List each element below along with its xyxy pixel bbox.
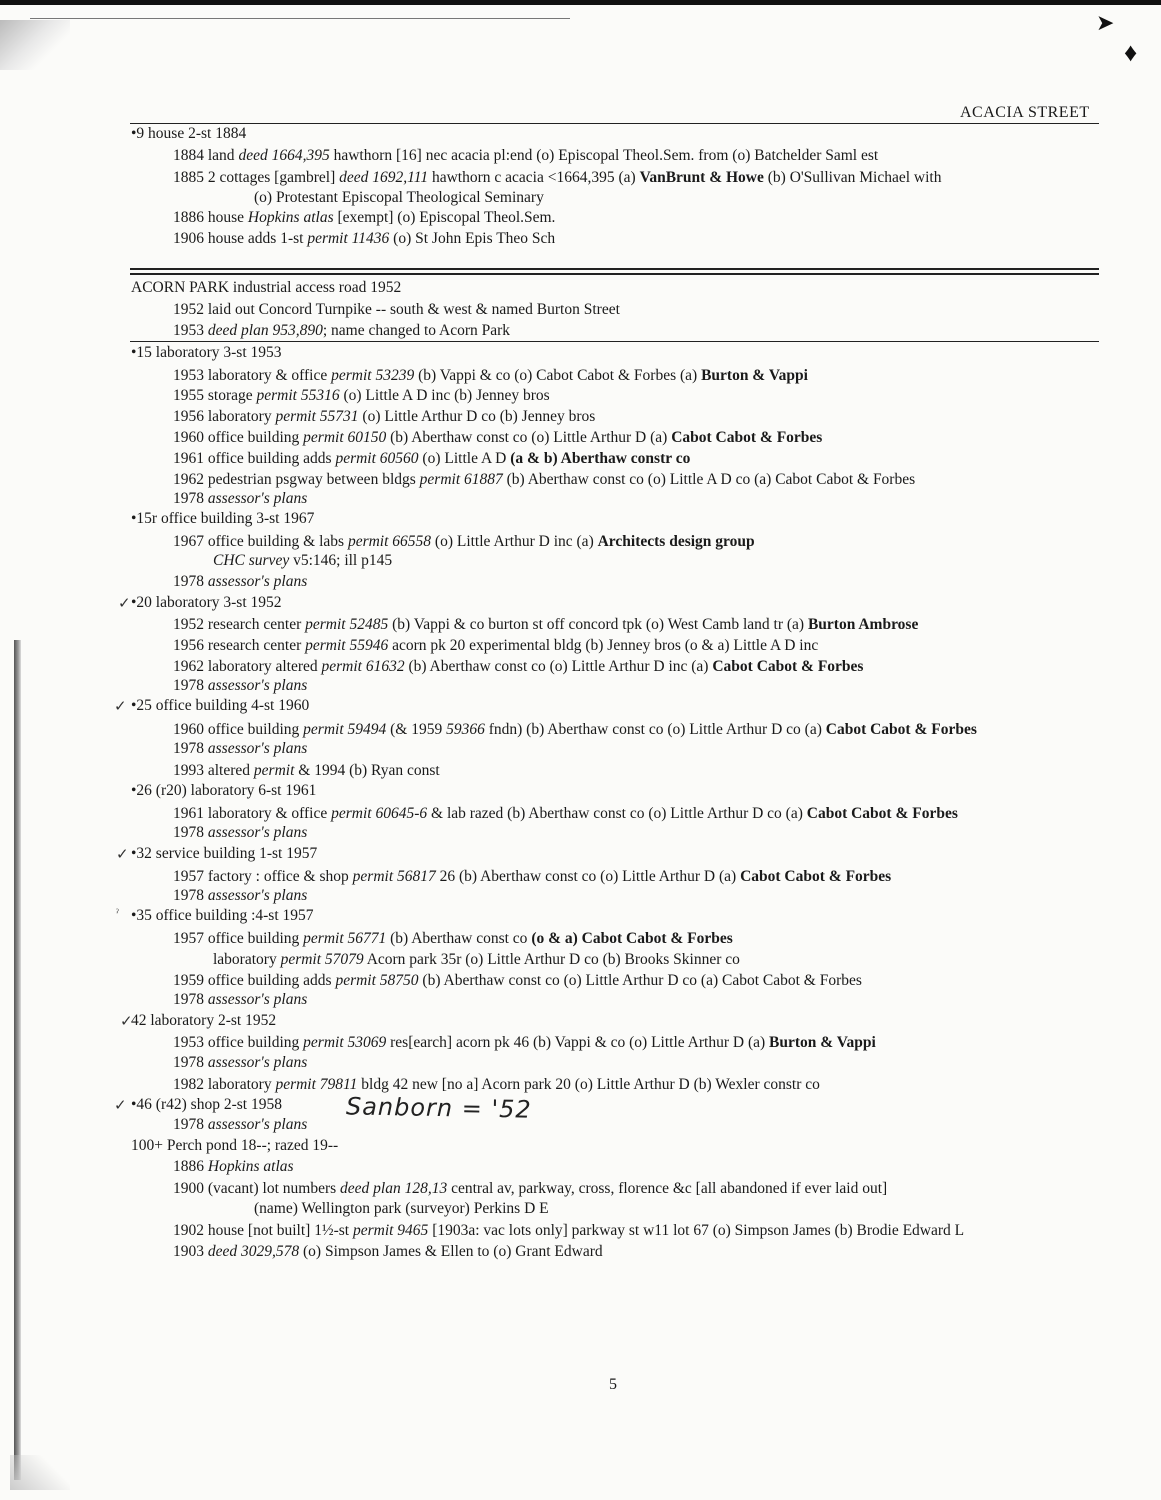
entry-text: 1885 2 cottages [gambrel] [173, 169, 340, 186]
citation-text: Hopkins atlas [207, 1158, 294, 1175]
entry-text: 1957 factory : office & shop [173, 868, 353, 885]
entry-text: •9 house 2-st 1884 [131, 125, 247, 142]
checkmark-icon: ✓ [114, 699, 127, 715]
entry-line [173, 637, 818, 655]
architect-name: Cabot Cabot & Forbes [712, 658, 864, 675]
entry-text: (o) Protestant Episcopal Theological Seminary [254, 189, 544, 206]
entry-text: (b) Aberthaw const co (o) Little Arthur D co (a) Cabot Cabot & Forbes [418, 972, 862, 989]
citation-text: assessor's plans [207, 490, 308, 507]
entry-text: (o) Little A D [418, 450, 511, 467]
entry-line [173, 450, 690, 468]
entry-line [173, 429, 822, 447]
entry-text: 1982 laboratory [173, 1076, 276, 1093]
entry-text: 1953 office building [173, 1034, 304, 1051]
entry-text: (b) Vappi & co (o) Cabot Cabot & Forbes (a) [414, 367, 702, 384]
citation-text: CHC survey [213, 552, 290, 569]
entry-text: 1961 laboratory & office [173, 805, 332, 822]
entry-text: 100+ Perch pond 18--; razed 19-- [131, 1137, 339, 1154]
scan-border-top [0, 0, 1161, 5]
citation-text: deed plan 953,890 [207, 322, 323, 339]
entry-line [173, 762, 440, 780]
entry-text: bldg 42 new [no a] Acorn park 20 (o) Little Arthur D (b) Wexler constr co [357, 1076, 820, 1093]
architect-name: Cabot Cabot & Forbes [806, 805, 958, 822]
entry-text: 1955 storage [173, 387, 257, 404]
entry-line [173, 230, 555, 248]
header-rule [130, 123, 1099, 124]
entry-heading [131, 782, 316, 800]
entry-line [173, 169, 941, 187]
entry-line [173, 991, 307, 1009]
entry-line [173, 721, 977, 739]
entry-text: 1884 land [173, 147, 239, 164]
entry-text: ACORN PARK industrial access road 1952 [131, 279, 402, 296]
entry-text: hawthorn c acacia <1664,395 (a) [428, 169, 640, 186]
entry-text: (name) Wellington park (surveyor) Perkins D E [254, 1200, 549, 1217]
entry-text: 1906 house adds 1-st [173, 230, 308, 247]
entry-text: 1953 laboratory & office [173, 367, 332, 384]
citation-text: permit 58750 [335, 972, 419, 989]
entry-text: 1962 pedestrian psgway between bldgs [173, 471, 420, 488]
entry-line [173, 1222, 964, 1240]
entry-text: •15r office building 3-st 1967 [131, 510, 315, 527]
citation-text: permit 56771 [303, 930, 387, 947]
architect-name: Architects design group [597, 533, 755, 550]
entry-text: 1959 office building adds [173, 972, 336, 989]
entry-line [173, 972, 862, 990]
entry-line [173, 1076, 820, 1094]
entry-text: (o) Little Arthur D co (b) Jenney bros [358, 408, 596, 425]
entry-text: res[earch] acorn pk 46 (b) Vappi & co (o) Little Arthur D (a) [386, 1034, 770, 1051]
entry-line [173, 824, 307, 842]
checkmark-icon: ✓ [120, 1014, 133, 1030]
entry-text: [exempt] (o) Episcopal Theol.Sem. [333, 209, 556, 226]
entry-line [254, 1200, 549, 1218]
entry-text: fndn) (b) Aberthaw const co (o) Little Arthur D co (a) [484, 721, 826, 738]
top-rule [30, 18, 570, 19]
entry-text: •25 office building 4-st 1960 [131, 697, 310, 714]
architect-name: Burton & Vappi [769, 1034, 876, 1051]
entry-text: 1956 laboratory [173, 408, 276, 425]
scan-corner-shading [0, 20, 70, 70]
entry-line [173, 490, 307, 508]
entry-text: hawthorn [16] nec acacia pl:end (o) Episcopal Theol.Sem. from (o) Batchelder Saml est [329, 147, 879, 164]
citation-text: permit 56817 [352, 868, 436, 885]
entry-line [173, 408, 595, 426]
entry-heading [131, 510, 314, 528]
entry-text: 1978 [173, 740, 208, 757]
entry-text: (o) St John Epis Theo Sch [389, 230, 556, 247]
entry-line [173, 1180, 887, 1198]
citation-text: permit 57079 [280, 951, 364, 968]
citation-text: assessor's plans [207, 1116, 308, 1133]
entry-line [173, 209, 555, 227]
entry-text: 1902 house [not built] 1½-st [173, 1222, 353, 1239]
entry-heading [131, 279, 401, 297]
entry-line [254, 189, 544, 207]
entry-line [173, 471, 915, 489]
entry-text: & lab razed (b) Aberthaw const co (o) Little Arthur D co (a) [427, 805, 807, 822]
entry-text: (b) Aberthaw const co (o) Little A D co (a) Cabot Cabot & Forbes [502, 471, 916, 488]
entry-line [213, 951, 740, 969]
arrow-mark-icon: ➤ [1096, 10, 1115, 35]
entry-line [173, 805, 958, 823]
entry-text: (b) Vappi & co burton st off concord tpk (o) West Camb land tr (a) [388, 616, 808, 633]
checkmark-icon: ✓ [118, 596, 131, 612]
entry-line [173, 740, 307, 758]
entry-heading [131, 907, 314, 925]
entry-text: 1993 altered [173, 762, 254, 779]
entry-line [173, 301, 620, 319]
entry-text: •32 service building 1-st 1957 [131, 845, 318, 862]
citation-text: assessor's plans [207, 991, 308, 1008]
entry-line [173, 1034, 876, 1052]
entry-text: 1956 research center [173, 637, 306, 654]
citation-text: permit 60150 [303, 429, 387, 446]
entry-text: [1903a: vac lots only] parkway st w11 lot 67 (o) Simpson James (b) Brodie Edward L [428, 1222, 965, 1239]
entry-text: 1957 office building [173, 930, 304, 947]
entry-line [173, 367, 808, 385]
pen-mark-icon: ♦ [1124, 38, 1138, 67]
citation-text: deed 1664,395 [238, 147, 330, 164]
entry-line [173, 887, 307, 905]
entry-heading [131, 1137, 338, 1155]
entry-line [173, 322, 510, 340]
entry-line [173, 1243, 603, 1261]
checkmark-icon: ✓ [114, 1098, 127, 1114]
entry-text: 1952 research center [173, 616, 306, 633]
citation-text: permit 55731 [275, 408, 359, 425]
entry-text: (b) Aberthaw const co [386, 930, 532, 947]
entry-text: (b) O'Sullivan Michael with [763, 169, 942, 186]
entry-text: 1952 laid out Concord Turnpike -- south & west & named Burton Street [173, 301, 620, 318]
citation-text: permit 79811 [275, 1076, 358, 1093]
citation-text: 59366 [446, 721, 485, 738]
entry-text: •26 (r20) laboratory 6-st 1961 [131, 782, 317, 799]
architect-name: VanBrunt & Howe [639, 169, 764, 186]
entry-text: central av, parkway, cross, florence &c [all abandoned if ever laid out] [447, 1180, 888, 1197]
entry-line [173, 573, 307, 591]
entry-text: v5:146; ill p145 [289, 552, 393, 569]
architect-name: Cabot Cabot & Forbes [740, 868, 892, 885]
citation-text: permit 66558 [347, 533, 432, 550]
citation-text: deed 3029,578 [207, 1243, 300, 1260]
citation-text: permit 55316 [256, 387, 340, 404]
entry-heading [131, 1012, 276, 1030]
entry-line [173, 387, 550, 405]
entry-text: 1978 [173, 677, 208, 694]
citation-text: permit 59494 [303, 721, 387, 738]
entry-text: 1967 office building & labs [173, 533, 348, 550]
page-number: 5 [609, 1376, 617, 1393]
citation-text: permit 61887 [419, 471, 503, 488]
entry-heading [131, 594, 282, 612]
entry-text: 1978 [173, 1054, 208, 1071]
entry-line [173, 616, 918, 634]
entry-line [173, 1054, 307, 1072]
entry-heading [131, 344, 282, 362]
section-divider-bottom [130, 273, 1099, 275]
entry-text: 1978 [173, 991, 208, 1008]
entry-text: (o) Little Arthur D inc (a) [431, 533, 598, 550]
entry-text: 1978 [173, 887, 208, 904]
entry-heading [131, 125, 246, 143]
citation-text: assessor's plans [207, 824, 308, 841]
citation-text: permit 52485 [305, 616, 389, 633]
page-title: ACACIA STREET [960, 104, 1090, 121]
entry-text: 42 laboratory 2-st 1952 [131, 1012, 277, 1029]
entry-line [213, 552, 392, 570]
entry-line [173, 533, 755, 551]
architect-name: Burton & Vappi [701, 367, 808, 384]
entry-text: Acorn park 35r (o) Little Arthur D co (b) Brooks Skinner co [363, 951, 740, 968]
entry-text: ; name changed to Acorn Park [322, 322, 511, 339]
citation-text: Hopkins atlas [247, 209, 334, 226]
entry-text: (b) Aberthaw const co (o) Little Arthur D (a) [386, 429, 672, 446]
citation-text: permit 53239 [331, 367, 415, 384]
citation-text: assessor's plans [207, 1054, 308, 1071]
citation-text: assessor's plans [207, 740, 308, 757]
citation-text: deed 1692,111 [339, 169, 429, 186]
entry-text: •35 office building :4-st 1957 [131, 907, 314, 924]
citation-text: permit 60560 [335, 450, 419, 467]
tick-mark-icon: ˀ [116, 907, 119, 919]
handwritten-note: Sanborn = '52 [345, 1092, 532, 1124]
entry-text: 1886 [173, 1158, 208, 1175]
citation-text: permit 55946 [305, 637, 389, 654]
entry-line [173, 658, 863, 676]
entry-text: 26 (b) Aberthaw const co (o) Little Arthur D (a) [435, 868, 741, 885]
entry-text: 1978 [173, 1116, 208, 1133]
entry-text: 1978 [173, 573, 208, 590]
scan-corner-shading-bottom [10, 1455, 70, 1490]
entry-text: 1903 [173, 1243, 208, 1260]
entry-text: & 1994 (b) Ryan const [294, 762, 440, 779]
architect-name: Burton Ambrose [807, 616, 919, 633]
entry-text: 1953 [173, 322, 208, 339]
citation-text: permit 9465 [352, 1222, 429, 1239]
entry-line [173, 1158, 294, 1176]
entry-text: 1978 [173, 824, 208, 841]
architect-name: (a & b) Aberthaw constr co [510, 450, 691, 467]
citation-text: permit [253, 762, 295, 779]
entry-line [173, 1116, 307, 1134]
citation-text: permit 60645-6 [331, 805, 428, 822]
citation-text: permit 53069 [303, 1034, 387, 1051]
entry-text: 1960 office building [173, 429, 304, 446]
architect-name: Cabot Cabot & Forbes [671, 429, 823, 446]
architect-name: Cabot Cabot & Forbes [825, 721, 977, 738]
entry-text: (b) Aberthaw const co (o) Little Arthur D inc (a) [404, 658, 713, 675]
entry-text: 1961 office building adds [173, 450, 336, 467]
entry-text: •20 laboratory 3-st 1952 [131, 594, 282, 611]
entry-line [173, 147, 878, 165]
entry-heading [131, 697, 309, 715]
entry-heading [131, 1096, 282, 1114]
checkmark-icon: ✓ [116, 847, 129, 863]
citation-text: permit 61632 [321, 658, 405, 675]
citation-text: permit 11436 [307, 230, 390, 247]
architect-name: (o & a) Cabot Cabot & Forbes [531, 930, 733, 947]
entry-line [173, 868, 891, 886]
entry-heading [131, 845, 317, 863]
section-divider-top [130, 268, 1099, 270]
entry-text: 1900 (vacant) lot numbers [173, 1180, 341, 1197]
entry-line [173, 930, 733, 948]
entry-text: •46 (r42) shop 2-st 1958 [131, 1096, 282, 1113]
citation-text: assessor's plans [207, 573, 308, 590]
entry-text: (o) Simpson James & Ellen to (o) Grant Edward [299, 1243, 603, 1260]
entry-text: (o) Little A D inc (b) Jenney bros [339, 387, 550, 404]
acorn-park-rule [130, 341, 1099, 342]
entry-text: (& 1959 [386, 721, 447, 738]
citation-text: assessor's plans [207, 677, 308, 694]
citation-text: assessor's plans [207, 887, 308, 904]
entry-text: •15 laboratory 3-st 1953 [131, 344, 282, 361]
entry-text: acorn pk 20 experimental bldg (b) Jenney bros (o & a) Little A D inc [388, 637, 819, 654]
entry-line [173, 677, 307, 695]
scan-binding-edge [14, 640, 21, 1480]
entry-text: 1962 laboratory altered [173, 658, 322, 675]
entry-text: 1886 house [173, 209, 248, 226]
entry-text: laboratory [213, 951, 281, 968]
citation-text: deed plan 128,13 [340, 1180, 448, 1197]
entry-text: 1978 [173, 490, 208, 507]
entry-text: 1960 office building [173, 721, 304, 738]
